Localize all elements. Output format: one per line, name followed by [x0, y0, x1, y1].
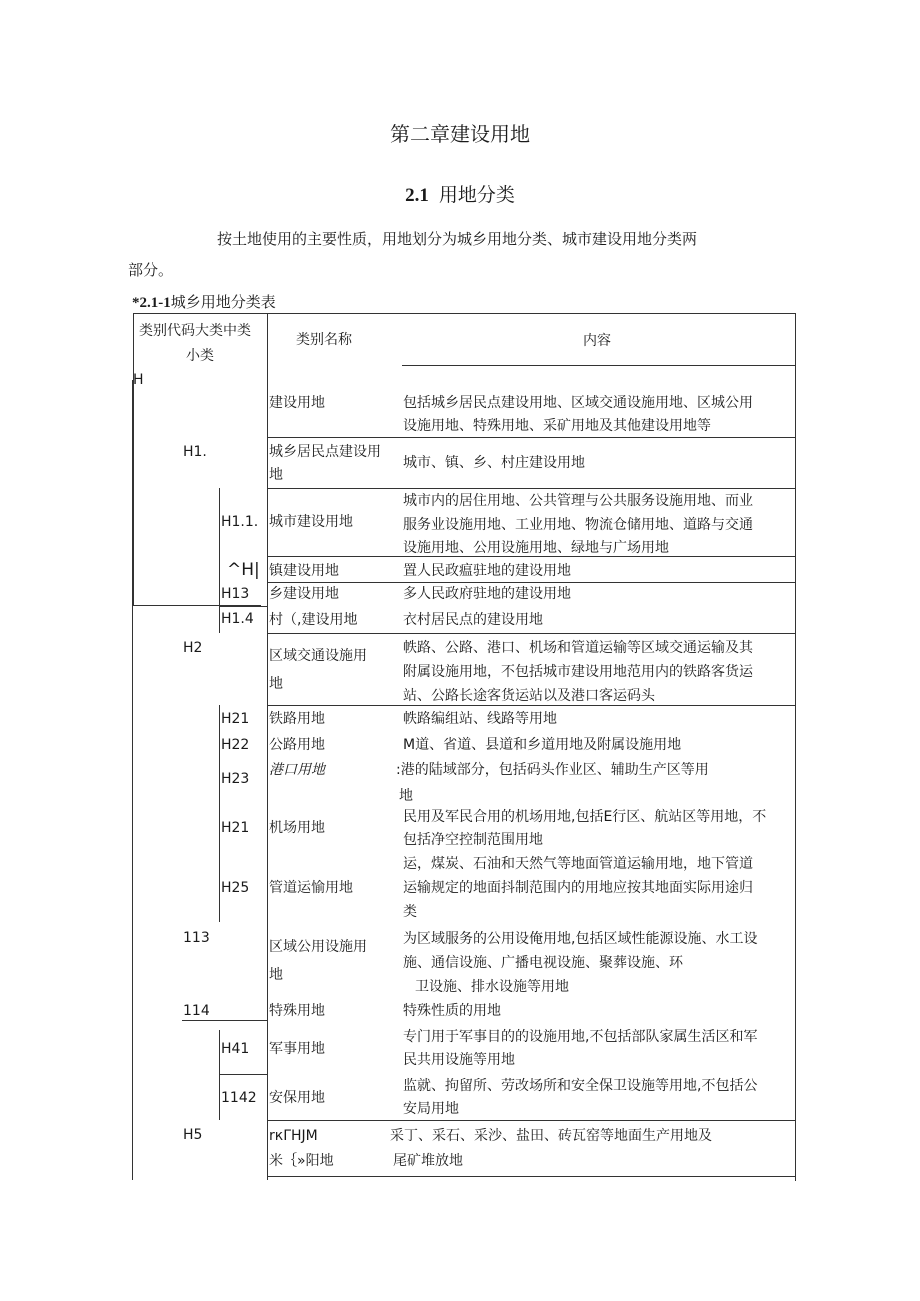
- row-content: 卫设施、排水设施等用地: [415, 979, 569, 995]
- row-content: 包括净空控制范围用地: [403, 832, 543, 848]
- row-content: 监就、拘留所、劳改场所和安全保卫设施等用地,不包括公: [403, 1078, 758, 1094]
- header-code-line2: 小类: [186, 348, 214, 364]
- row-name: 地: [269, 467, 283, 483]
- row-code: H2: [183, 640, 203, 656]
- row-content: :港的陆域部分，包括码头作业区、辅助生产区等用: [396, 762, 709, 778]
- header-name: 类别名称: [296, 332, 352, 348]
- row-content: 衣村居民点的建设用地: [403, 612, 543, 628]
- chapter-title: 第二章建设用地: [390, 122, 530, 146]
- row-content: 民共用设施等用地: [403, 1052, 515, 1068]
- row-content: 尾矿堆放地: [393, 1153, 463, 1169]
- table-caption: [132, 291, 276, 312]
- row-content: 设施用地、公用设施用地、绿地与广场用地: [403, 540, 669, 556]
- row-content: 多人民政府驻地的建设用地: [403, 586, 571, 602]
- table-caption-text: 城乡用地分类表: [170, 293, 276, 311]
- row-content: 站、公路长途客货运站以及港口客运码头: [403, 688, 655, 704]
- row-code: H23: [221, 771, 250, 787]
- row-code: H13: [221, 586, 250, 602]
- row-code: H1.1.: [221, 514, 259, 530]
- row-name: 地: [269, 967, 283, 983]
- row-name: 村（,建设用地: [269, 612, 358, 628]
- row-name: 军事用地: [269, 1041, 325, 1057]
- row-content: 附属设施用地，不包括城市建设用地范用内的铁路客货运: [403, 664, 753, 680]
- row-code: 1142: [221, 1090, 257, 1106]
- row-content: 专门用于军事目的的设施用地,不包括部队家属生活区和军: [403, 1029, 758, 1045]
- row-content: 运输规定的地面抖制范围内的用地应按其地面实际用途归: [403, 880, 753, 896]
- row-content: 特殊性质的用地: [403, 1003, 501, 1019]
- row-name: rкΓHJM: [269, 1128, 318, 1144]
- row-content: 城市、镇、乡、村庄建设用地: [403, 455, 585, 471]
- row-name: 铁路用地: [269, 711, 325, 727]
- row-content: 帙路、公路、港口、机场和管道运输等区域交通运输及其: [403, 640, 753, 656]
- row-name: 港口用地: [269, 762, 325, 778]
- row-content: 安局用地: [403, 1101, 459, 1117]
- row-name: 机场用地: [269, 820, 325, 836]
- row-name: 地: [269, 676, 283, 692]
- row-name: 米｛»阳地: [269, 1153, 334, 1169]
- section-number: 2.1: [405, 185, 429, 206]
- header-code-line1: 类别代码大类中类: [139, 323, 251, 339]
- row-name: 城市建设用地: [269, 514, 353, 530]
- row-name: 公路用地: [269, 737, 325, 753]
- row-name: 区域公用设施用: [269, 939, 367, 955]
- row-code: H22: [221, 737, 250, 753]
- row-code: 113: [183, 930, 210, 946]
- row-code: H21: [221, 711, 250, 727]
- row-name: 安保用地: [269, 1090, 325, 1106]
- row-content: 为区域服务的公用设俺用地,包括区域性能源设施、水工设: [403, 931, 758, 947]
- row-code: H: [133, 372, 144, 388]
- row-content: M道、省道、县道和乡道用地及附属设施用地: [403, 737, 682, 753]
- table-caption-number: *2.1-1: [132, 295, 171, 311]
- row-content: 类: [403, 904, 417, 920]
- row-content: 置人民政瘟驻地的建设用地: [403, 563, 571, 579]
- row-content: 服务业设施用地、工业用地、物流仓储用地、道路与交通: [403, 517, 753, 533]
- row-name: 城乡居民点建设用: [269, 444, 381, 460]
- row-name: 建设用地: [269, 395, 325, 411]
- intro-line-1: 按土地使用的主要性质，用地划分为城乡用地分类、城市建设用地分类两: [217, 230, 698, 248]
- section-heading: [0, 180, 920, 207]
- row-code: H5: [183, 1127, 203, 1143]
- row-name: 乡建设用地: [269, 586, 339, 602]
- row-code: H25: [221, 880, 250, 896]
- row-content: 帙路编组站、线路等用地: [403, 711, 557, 727]
- row-code: 114: [183, 1003, 210, 1019]
- header-content: 内容: [583, 333, 611, 349]
- row-content: 城市内的居住用地、公共管理与公共服务设施用地、而业: [403, 493, 753, 509]
- row-code: ^H|: [227, 560, 260, 580]
- row-content: 设施用地、特殊用地、采矿用地及其他建设用地等: [403, 418, 711, 434]
- row-name: 区域交通设施用: [269, 648, 367, 664]
- row-name: 管道运愉用地: [269, 880, 353, 896]
- row-name: 特殊用地: [269, 1003, 325, 1019]
- row-content: 运，煤炭、石油和天然气等地面管道运输用地，地下管道: [403, 856, 753, 872]
- row-code: H41: [221, 1041, 250, 1057]
- section-title: 用地分类: [438, 184, 515, 206]
- row-content: 采丁、采石、采沙、盐田、砖瓦窑等地面生产用地及: [390, 1128, 712, 1144]
- row-name: 镇建设用地: [269, 563, 339, 579]
- row-content: 地: [399, 788, 413, 804]
- row-content: 民用及军民合用的机场用地,包括E行区、航站区等用地，不: [403, 809, 767, 825]
- row-code: H1.: [183, 444, 207, 460]
- row-code: H21: [221, 820, 250, 836]
- row-content: 施、通信设施、广播电视设施、聚葬设施、环: [403, 955, 683, 971]
- row-content: 包括城乡居民点建设用地、区域交通设施用地、区城公用: [403, 395, 753, 411]
- row-code: H1.4: [221, 611, 254, 627]
- intro-line-2: 部分。: [128, 261, 174, 279]
